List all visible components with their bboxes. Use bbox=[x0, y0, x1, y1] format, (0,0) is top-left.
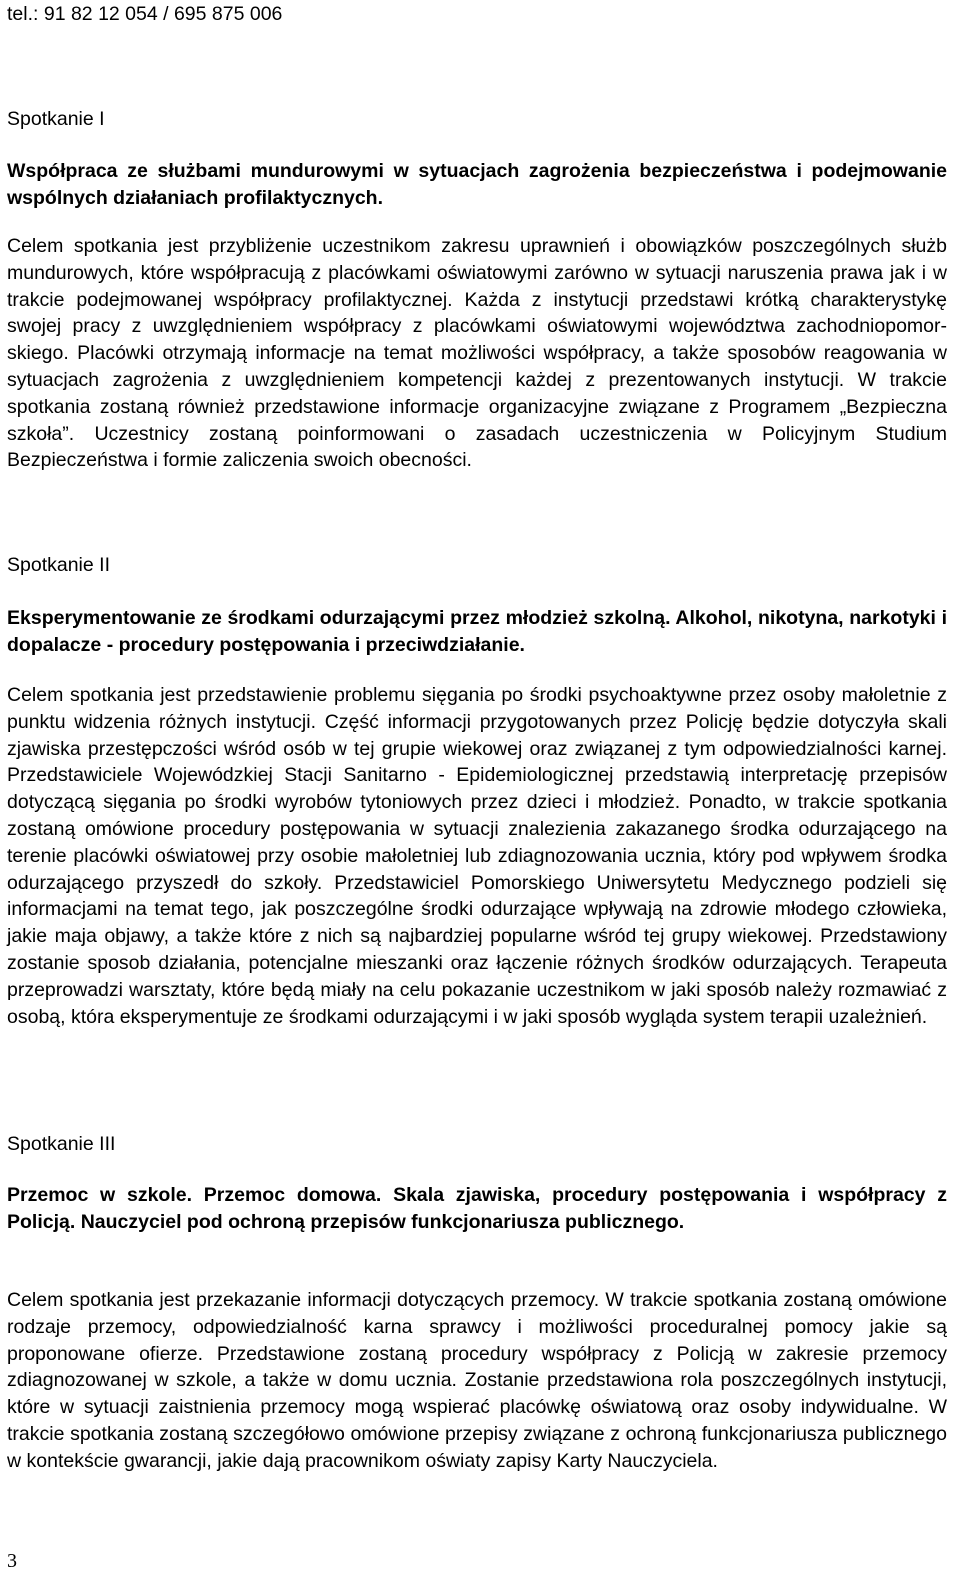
section-3-body: Celem spotkania jest przekazanie informacji dotyczących przemocy. W trakcie spotkania zostaną omówione rodzaje przemocy, odpowiedzialność karna sprawcy i możliwości proceduralnej pomocy jakie są proponowane ofierze. Przedstawione zostaną procedury współpracy z Policją w zakresie przemocy zdiagnozowanej w szkole, a także w domu ucznia. Zostanie przedstawiona rola poszczególnych instytucji, które w sytuacji zaistnienia przemocy mogą wspierać placówkę oświatową oraz osoby indywidualne. W trakcie spotkania zostaną szczegółowo omówione przepisy związane z ochroną funkcjonariusza publicznego w kontekście gwarancji, jakie dają pracownikom oświaty zapisy Karty Nauczyciela. bbox=[7, 1289, 947, 1472]
section-1-title: Współpraca ze służbami mundurowymi w sytuacjach zagrożenia bezpieczeństwa i podejmowanie wspólnych działaniach profilaktycznych. bbox=[7, 160, 947, 209]
section-3-heading: Spotkanie III bbox=[7, 1133, 116, 1155]
section-2-heading: Spotkanie II bbox=[7, 554, 110, 576]
section-1-body: Celem spotkania jest przybliżenie uczestnikom zakresu uprawnień i obowiązków poszczególnych służb mundurowych, które współpracują z placówkami oświatowymi zarówno w sytuacji naruszenia prawa jak i w trakcie podejmowanej współpracy profilaktycznej. Każda z instytucji przedstawi krótką charakterystykę swojej pracy z uwzględnieniem współpracy z placówkami oświatowymi województwa zachodniopomorskiego. Placówki otrzymają informacje na temat możliwości współpracy, a także sposobów reagowania w sytuacjach zagrożenia z uwzględnieniem kompetencji każdej z prezentowanych instytucji. W trakcie spotkania zostaną również przedstawione informacje organizacyjne związane z Programem „Bezpieczna szkoła”. Uczestnicy zostaną poinformowani o zasadach uczestniczenia w Policyjnym Studium Bezpieczeństwa i formie zaliczenia swoich obecności. bbox=[7, 235, 947, 472]
page-number: 3 bbox=[7, 1550, 17, 1572]
phone-number: tel.: 91 82 12 054 / 695 875 006 bbox=[7, 3, 283, 25]
section-3-title: Przemoc w szkole. Przemoc domowa. Skala zjawiska, procedury postępowania i współpracy z Policją. Nauczyciel pod ochroną przepisów funkcjonariusza publicznego. bbox=[7, 1184, 947, 1233]
section-2-body: Celem spotkania jest przedstawienie problemu sięgania po środki psychoaktywne przez osoby małoletnie z punktu widzenia różnych instytucji. Część informacji przygotowanych przez Policję będzie dotyczyła skali zjawiska przestępczości wśród osób w tej grupie wiekowej oraz związanej z tym odpowiedzialności karnej. Przedstawiciele Wojewódzkiej Stacji Sanitarno - Epidemiologicznej przedstawią interpretację przepisów dotyczącą sięgania po środki wyrobów tytoniowych przez dzieci i młodzież. Ponadto, w trakcie spotkania zostaną omówione procedury postępowania w sytuacji znalezienia zakazanego środka odurzającego na terenie placówki oświatowej przy osobie małoletniej lub zdiagnozowania ucznia, który pod wpływem środka odurzającego przyszedł do szkoły. Przedstawiciel Pomorskiego Uniwersytetu Medycznego podzieli się informacjami na temat tego, jak poszczególne środki odurzające wpływają na zdrowie młodego człowieka, jakie maja objawy, a także które z nich są najbardziej popularne wśród tej grupy wiekowej. Przedstawiony zostanie sposob działania, potencjalne mieszanki oraz łączenie różnych środków odurzających. Terapeuta przeprowadzi warsztaty, które będą miały na celu pokazanie uczestnikom w jaki sposób należy rozmawiać z osobą, która eksperymentuje ze środkami odurzającymi i w jaki sposób wygląda system terapii uzależnień. bbox=[7, 684, 947, 1028]
section-2-title: Eksperymentowanie ze środkami odurzającymi przez młodzież szkolną. Alkohol, nikotyna, narkotyki i dopalacze - procedury postępowania i przeciwdziałanie. bbox=[7, 607, 947, 656]
section-1-heading: Spotkanie I bbox=[7, 108, 105, 130]
